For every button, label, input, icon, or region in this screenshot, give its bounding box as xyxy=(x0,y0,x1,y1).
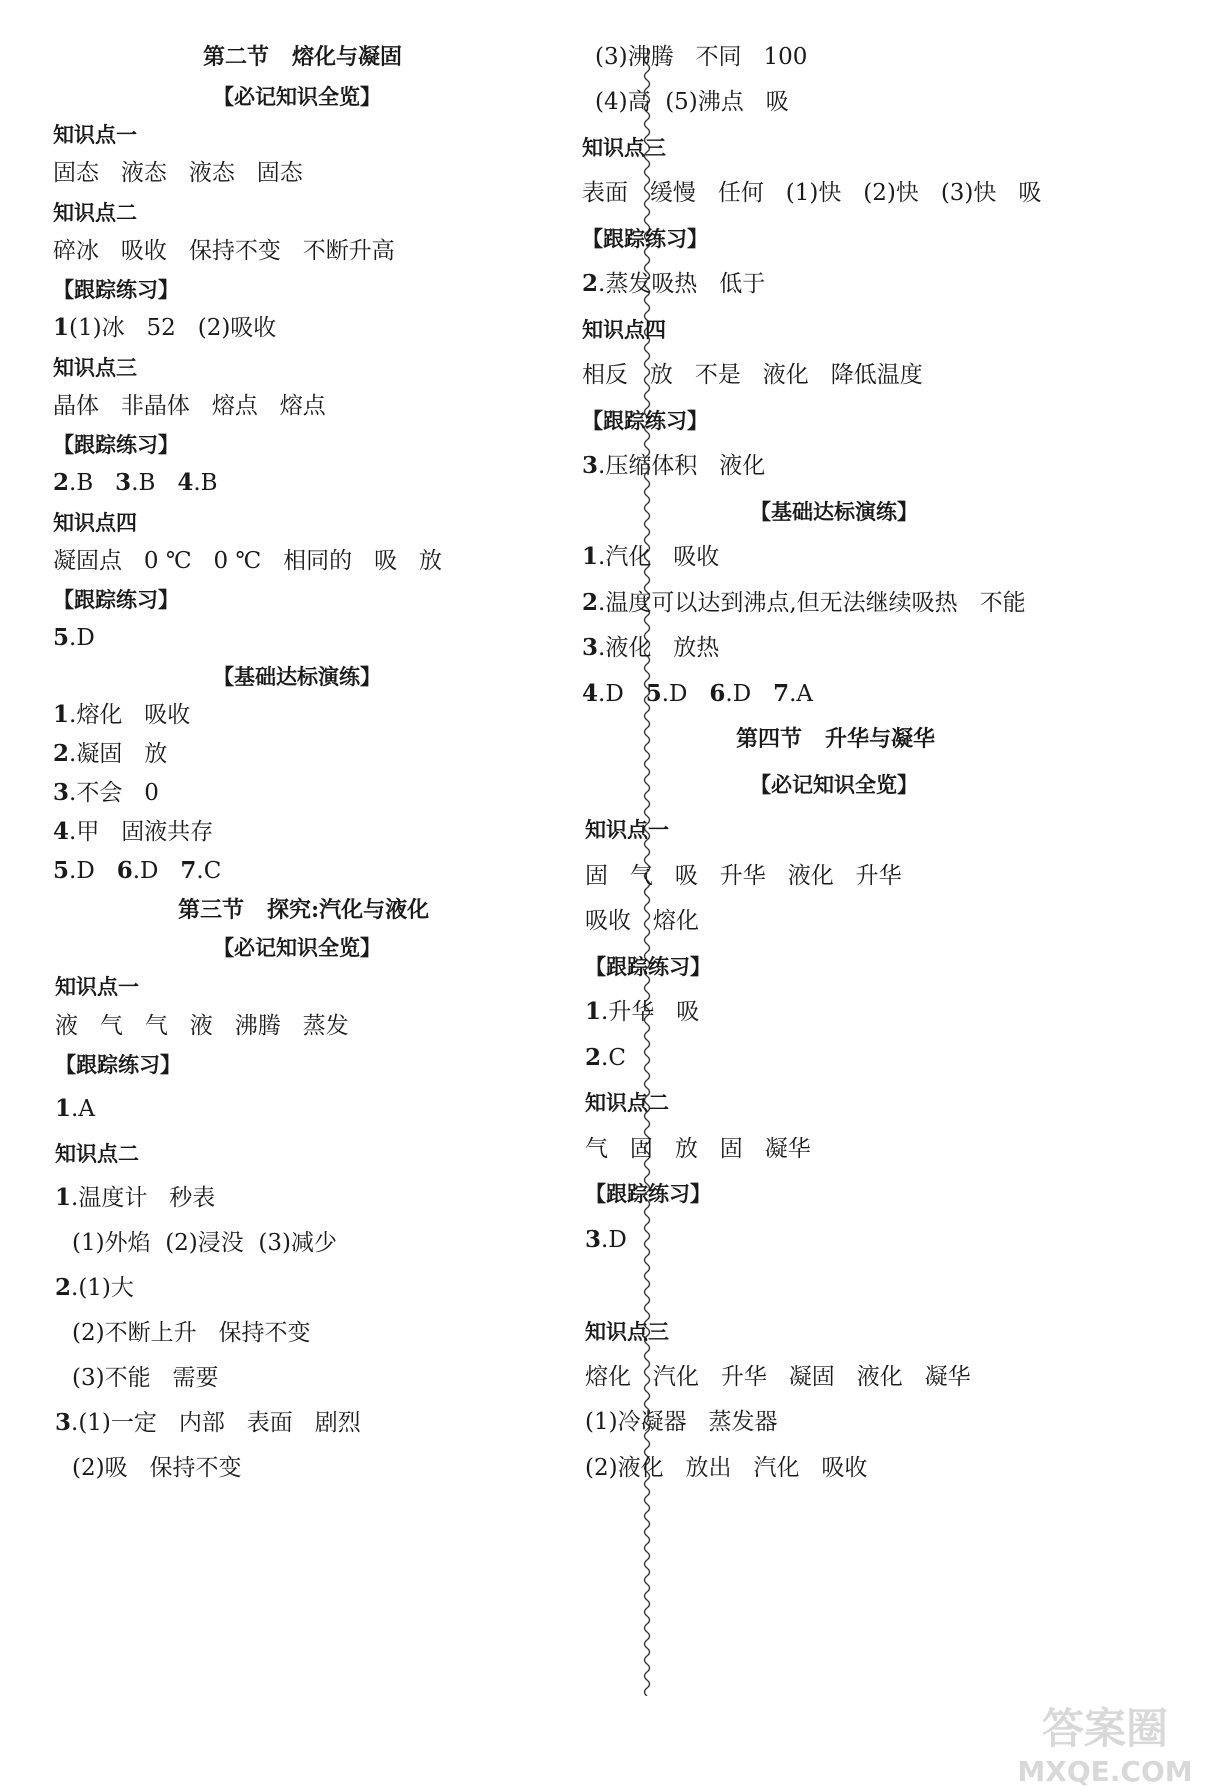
s3-tracking-2-header: 【跟踪练习】 xyxy=(582,226,708,251)
q-number: 1 xyxy=(55,1184,72,1211)
s4-tracking-1-header: 【跟踪练习】 xyxy=(585,954,711,979)
s4-tracking-2-answer xyxy=(585,1225,627,1255)
answer-text: (1)冰 52 (2)吸收 xyxy=(69,315,277,341)
s3-practice-4-7 xyxy=(582,679,813,709)
s3-tracking-1-answer xyxy=(55,1094,95,1124)
answer-text: .压缩体积 液化 xyxy=(598,453,766,479)
s2-tracking-2-header: 【跟踪练习】 xyxy=(53,432,179,457)
q-number: 6 xyxy=(116,857,133,884)
q-number: 1 xyxy=(585,998,602,1025)
answer-text: .蒸发吸热 低于 xyxy=(598,271,766,297)
q-number: 1 xyxy=(53,701,70,728)
s3-tracking-2-answer xyxy=(582,269,765,299)
q-number: 2 xyxy=(53,469,70,496)
s2-kp4-heading: 知识点四 xyxy=(53,510,137,535)
q-number: 7 xyxy=(180,857,197,884)
s4-kp1-answer: 固 气 吸 升华 液化 升华 xyxy=(585,863,902,889)
s4-tracking-2-header: 【跟踪练习】 xyxy=(585,1181,711,1206)
s3-tracking-1-header: 【跟踪练习】 xyxy=(55,1052,181,1077)
s2-tracking-3-answer xyxy=(53,623,95,653)
s2-tracking-1-answer xyxy=(53,313,276,343)
s2-basic-practice-header: 【基础达标演练】 xyxy=(213,664,381,689)
s2-kp2-answer: 碎冰 吸收 保持不变 不断升高 xyxy=(53,238,395,264)
s4-kp3-heading: 知识点三 xyxy=(585,1319,669,1344)
answer-text: .温度计 秒表 xyxy=(71,1185,216,1211)
q-number: 3 xyxy=(53,779,70,806)
answer-text: .不会 0 xyxy=(69,780,159,806)
q-number: 2 xyxy=(582,589,599,616)
s2-practice-4 xyxy=(53,817,213,847)
s3-practice-3 xyxy=(582,633,719,663)
q-number: 4 xyxy=(177,469,194,496)
answer-text: .A xyxy=(71,1096,95,1122)
watermark-url: MXQE.COM xyxy=(1017,1755,1193,1788)
q-number: 6 xyxy=(709,680,726,707)
s3-q1 xyxy=(55,1183,215,1213)
answer-text: .甲 固液共存 xyxy=(69,819,214,845)
answer-text: .D xyxy=(661,681,710,707)
section-4-knowledge-header: 【必记知识全览】 xyxy=(750,772,918,797)
s4-kp3-answer-3: (2)液化 放出 汽化 吸收 xyxy=(585,1455,868,1481)
q-number: 7 xyxy=(773,680,790,707)
s3-q2 xyxy=(55,1273,134,1303)
q-number: 4 xyxy=(582,680,599,707)
section-3-knowledge-header: 【必记知识全览】 xyxy=(213,935,381,960)
s2-tracking-1-header: 【跟踪练习】 xyxy=(53,277,179,302)
s4-tracking-1-answer-2 xyxy=(585,1043,626,1073)
s2-kp2-heading: 知识点二 xyxy=(53,200,137,225)
answer-text: .D xyxy=(598,681,646,707)
answer-text: .C xyxy=(196,858,222,884)
answer-text: .(1)大 xyxy=(71,1275,134,1301)
q-number: 3 xyxy=(115,469,132,496)
s3-basic-practice-header: 【基础达标演练】 xyxy=(750,499,918,524)
answer-text: .温度可以达到沸点,但无法继续吸热 不能 xyxy=(598,590,1026,616)
q-number: 1 xyxy=(582,543,599,570)
s3-q2-sub-2: (2)不断上升 保持不变 xyxy=(72,1320,311,1346)
s2-kp1-answer: 固态 液态 液态 固态 xyxy=(53,160,303,186)
s3-kp4-answer: 相反 放 不是 液化 降低温度 xyxy=(582,362,923,388)
s2-kp3-heading: 知识点三 xyxy=(53,355,137,380)
s3-tracking-3-answer xyxy=(582,451,765,481)
answer-text: .D xyxy=(132,858,181,884)
q-number: 3 xyxy=(585,1226,602,1253)
s4-kp3-answer: 熔化 汽化 升华 凝固 液化 凝华 xyxy=(585,1364,971,1390)
q-number: 2 xyxy=(585,1044,602,1071)
answer-text: .A xyxy=(789,681,814,707)
s3-practice-1 xyxy=(582,542,719,572)
section-4-title: 第四节 升华与凝华 xyxy=(736,726,935,752)
s2-kp3-answer: 晶体 非晶体 熔点 熔点 xyxy=(53,393,326,419)
q-number: 3 xyxy=(582,452,599,479)
s2-tracking-2-answer xyxy=(53,468,218,498)
s3-q1-sub: (1)外焰 (2)浸没 (3)减少 xyxy=(72,1230,337,1256)
s3-kp1-answer: 液 气 气 液 沸腾 蒸发 xyxy=(55,1013,349,1039)
s2-practice-1 xyxy=(53,700,190,730)
answer-text: .汽化 吸收 xyxy=(598,544,720,570)
s3-practice-2 xyxy=(582,588,1026,618)
answer-text: .凝固 放 xyxy=(69,741,168,767)
q-number: 5 xyxy=(645,680,662,707)
s4-tracking-1-answer xyxy=(585,997,699,1027)
q-number: 5 xyxy=(53,857,70,884)
q-number: 1 xyxy=(53,314,70,341)
s3-q2-sub-3: (3)不能 需要 xyxy=(72,1365,219,1391)
q-number: 3 xyxy=(582,634,599,661)
answer-text: .升华 吸 xyxy=(601,999,700,1025)
s2-tracking-3-header: 【跟踪练习】 xyxy=(53,587,179,612)
s4-kp1-answer-2: 吸收 熔化 xyxy=(585,908,699,934)
s2-practice-3 xyxy=(53,778,159,808)
q-number: 2 xyxy=(582,270,599,297)
q-number: 3 xyxy=(55,1409,72,1436)
s2-kp4-answer: 凝固点 0 ℃ 0 ℃ 相同的 吸 放 xyxy=(53,548,443,574)
answer-text: .D xyxy=(601,1227,627,1253)
r-q3-sub-3: (3)沸腾 不同 100 xyxy=(595,44,808,70)
q-number: 4 xyxy=(53,818,70,845)
s3-q3 xyxy=(55,1408,361,1438)
answer-text: .B xyxy=(131,470,178,496)
section-2-title: 第二节 熔化与凝固 xyxy=(203,44,402,70)
answer-text: .D xyxy=(69,625,95,651)
s3-kp3-heading: 知识点三 xyxy=(582,135,666,160)
s3-tracking-3-header: 【跟踪练习】 xyxy=(582,408,708,433)
answer-text: .C xyxy=(601,1045,626,1071)
s3-kp2-heading: 知识点二 xyxy=(55,1141,139,1166)
s3-kp4-heading: 知识点四 xyxy=(582,317,666,342)
q-number: 2 xyxy=(55,1274,72,1301)
s3-kp3-answer: 表面 缓慢 任何 (1)快 (2)快 (3)快 吸 xyxy=(582,180,1042,206)
s3-kp1-heading: 知识点一 xyxy=(55,974,139,999)
s2-practice-5-7 xyxy=(53,856,221,886)
answer-text: .D xyxy=(69,858,117,884)
s2-practice-2 xyxy=(53,739,167,769)
s4-kp1-heading: 知识点一 xyxy=(585,817,669,842)
r-q3-sub-4-5: (4)高 (5)沸点 吸 xyxy=(595,89,789,115)
watermark-text: 答案圈 xyxy=(1041,1704,1169,1753)
s4-kp2-heading: 知识点二 xyxy=(585,1090,669,1115)
answer-text: .B xyxy=(69,470,116,496)
answer-text: .B xyxy=(193,470,218,496)
s2-kp1-heading: 知识点一 xyxy=(53,122,137,147)
answer-text: .D xyxy=(725,681,774,707)
s4-kp3-answer-2: (1)冷凝器 蒸发器 xyxy=(585,1409,778,1435)
watermark-logo xyxy=(1010,1695,1200,1790)
q-number: 2 xyxy=(53,740,70,767)
answer-text: .液化 放热 xyxy=(598,635,720,661)
answer-text: .(1)一定 内部 表面 剧烈 xyxy=(71,1410,361,1436)
s3-q3-sub-2: (2)吸 保持不变 xyxy=(72,1455,242,1481)
section-2-knowledge-header: 【必记知识全览】 xyxy=(213,84,381,109)
s4-kp2-answer: 气 固 放 固 凝华 xyxy=(585,1136,811,1162)
answer-text: .熔化 吸收 xyxy=(69,702,191,728)
q-number: 1 xyxy=(55,1095,72,1122)
section-3-title: 第三节 探究:汽化与液化 xyxy=(178,897,430,923)
q-number: 5 xyxy=(53,624,70,651)
